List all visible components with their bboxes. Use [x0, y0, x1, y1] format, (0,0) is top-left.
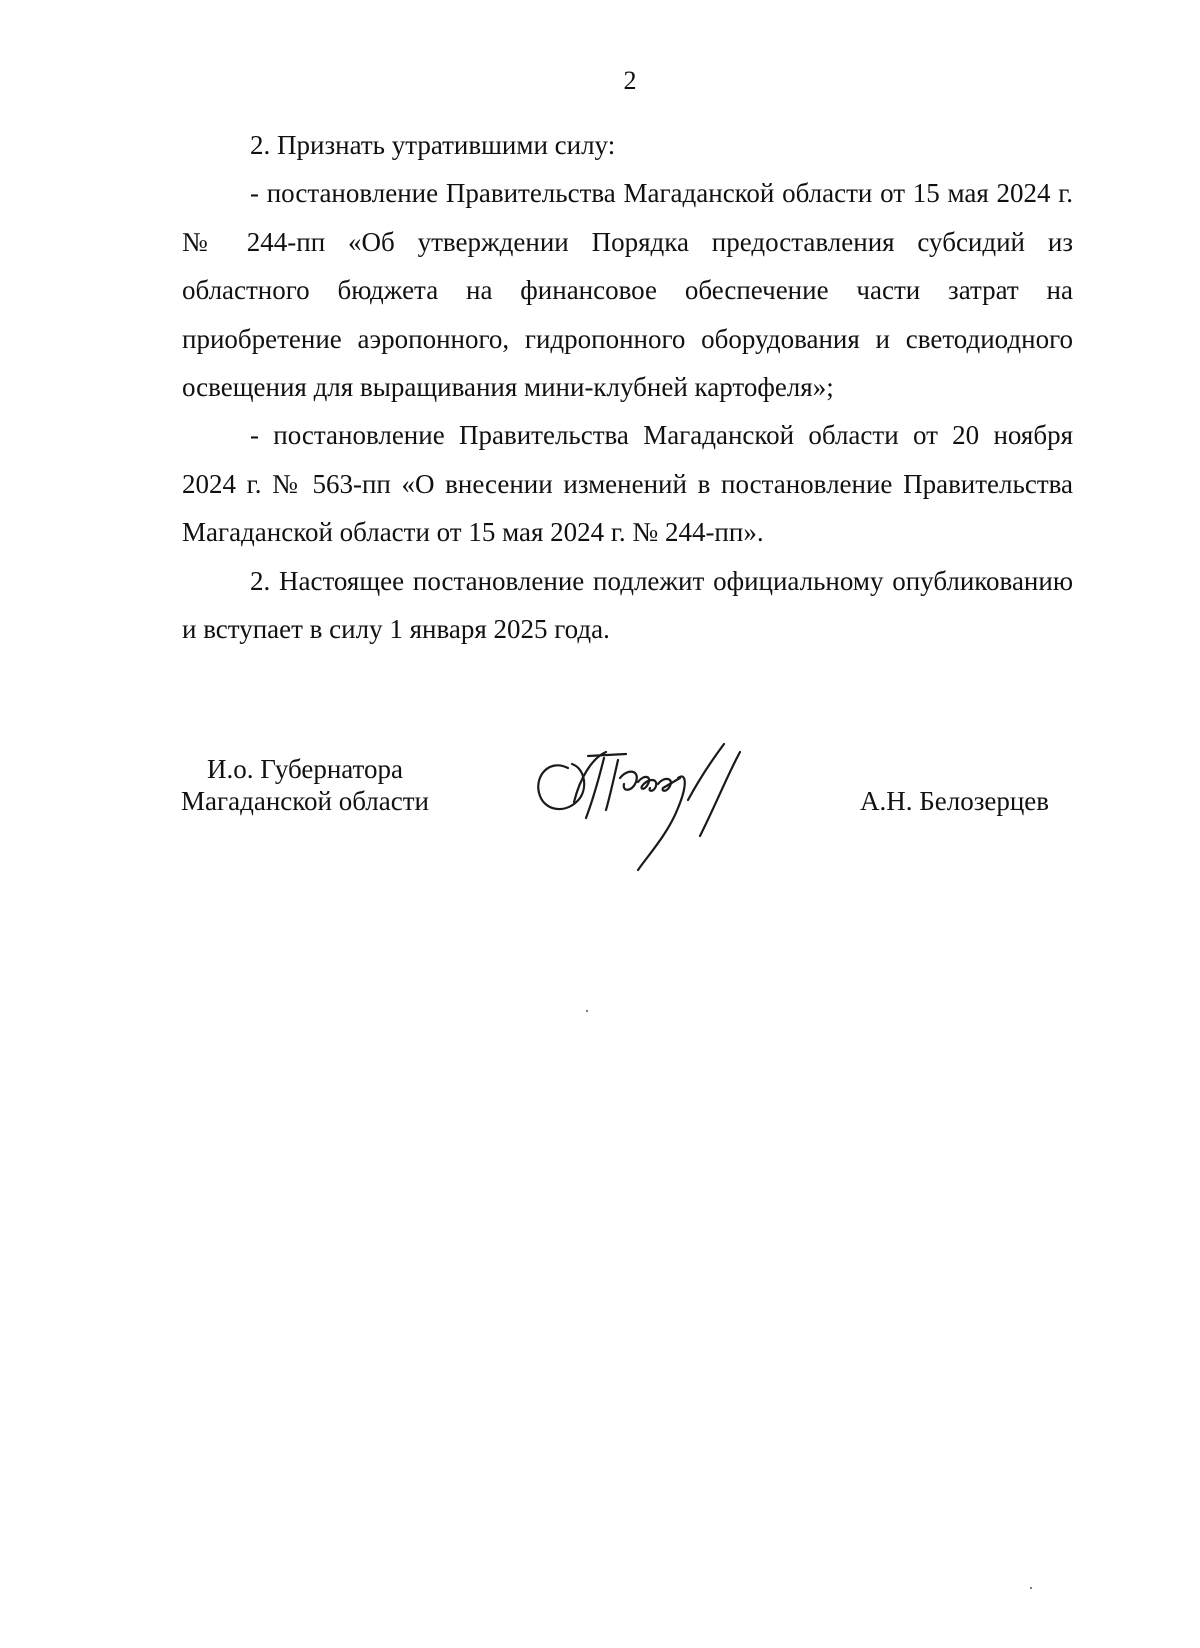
document-body — [182, 121, 1073, 653]
handwritten-signature — [528, 738, 768, 878]
signatory-position — [150, 753, 460, 817]
signatory-name: А.Н. Белозерцев — [860, 786, 1050, 816]
paragraph-repeal-item-1: - постановление Правительства Магаданской области от 15 мая 2024 г. № 244-пп «Об утверждении Порядка предоставления субсидий из областного бюджета на финансовое обеспечение части затрат на приобретение аэропонного, гидропонного оборудования и светодиодного освещения для выращивания мини-клубней картофеля»; — [182, 178, 1073, 403]
scan-speck — [586, 1010, 588, 1012]
page-number: 2 — [623, 66, 637, 95]
signatory-position-line-1: И.о. Губернатора — [206, 754, 403, 784]
paragraph-repeal-heading: 2. Признать утратившими силу: — [250, 130, 616, 160]
paragraph-repeal-item-2: - постановление Правительства Магаданской области от 20 ноября 2024 г. № 563-пп «О внесении изменений в постановление Правительства Магаданской области от 15 мая 2024 г. № 244-пп». — [182, 420, 1073, 548]
paragraph-publication: 2. Настоящее постановление подлежит официальному опубликованию и вступает в силу 1 января 2025 года. — [182, 565, 1073, 645]
scan-speck — [1030, 1587, 1032, 1589]
signatory-position-line-2: Магаданской области — [181, 786, 429, 816]
